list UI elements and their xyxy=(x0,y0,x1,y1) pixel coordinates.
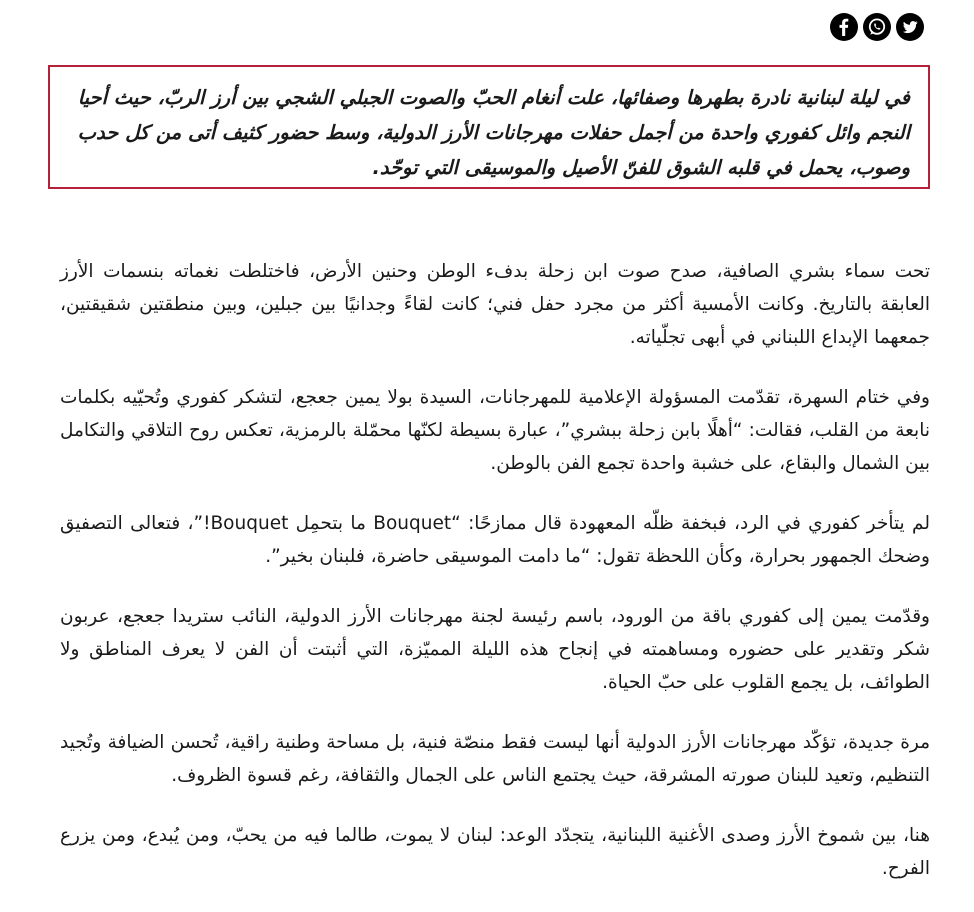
article-paragraph: مرة جديدة، تؤكّد مهرجانات الأرز الدولية أنها ليست فقط منصّة فنية، بل مساحة وطنية راقية، تُحسن الضيافة وتُجيد التنظيم، وتعيد للبنان صورته المشرقة، حيث يجتمع الناس على الجمال والثقافة، رغم قسوة الظروف. xyxy=(60,732,930,786)
article-paragraph: وقدّمت يمين إلى كفوري باقة من الورود، باسم رئيسة لجنة مهرجانات الأرز الدولية، النائب ستريدا جعجع، عربون شكر وتقدير على حضوره ومساهمته في إنجاح هذه الليلة المميّزة، التي أثبتت أن الفن لا يعرف المناطق ولا الطوائف، بل يجمع القلوب على حبّ الحياة. xyxy=(60,606,930,693)
whatsapp-share-button[interactable] xyxy=(863,13,891,41)
facebook-share-button[interactable] xyxy=(830,13,858,41)
article-paragraph: تحت سماء بشري الصافية، صدح صوت ابن زحلة بدفء الوطن وحنين الأرض، فاختلطت نغماته بنسمات الأرز العابقة بالتاريخ. وكانت الأمسية أكثر من مجرد حفل فني؛ كانت لقاءً وجدانيًا بين جبلين، وبين منطقتين شقيقتين، جمعهما الإبداع اللبناني في أبهى تجلّياته. xyxy=(60,261,930,348)
article-paragraph: لم يتأخر كفوري في الرد، فبخفة ظلّه المعهودة قال ممازحًا: “Bouquet ما بتحمِل Bouquet!”، فتعالى التصفيق وضحك الجمهور بحرارة، وكأن اللحظة تقول: “ما دامت الموسيقى حاضرة، فلبنان بخير”. xyxy=(60,513,930,567)
article-body xyxy=(60,255,930,912)
whatsapp-icon xyxy=(863,13,891,41)
twitter-icon xyxy=(896,13,924,41)
share-bar xyxy=(830,13,924,41)
article-paragraph: وفي ختام السهرة، تقدّمت المسؤولة الإعلامية للمهرجانات، السيدة بولا يمين جعجع، لتشكر كفوري وتُحيّيه بكلمات نابعة من القلب، فقالت: “أهلًا بابن زحلة ببشري”، عبارة بسيطة لكنّها محمّلة بالرمزية، تعكس روح التلاقي والتكامل بين الشمال والبقاع، على خشبة واحدة تجمع الفن بالوطن. xyxy=(60,387,930,474)
lead-summary-text: في ليلة لبنانية نادرة بطهرها وصفائها، علت أنغام الحبّ والصوت الجبلي الشجي بين أرز الربّ، حيث أحيا النجم وائل كفوري واحدة من أجمل حفلات مهرجانات الأرز الدولية، وسط حضور كثيف أتى من كل حدب وصوب، يحمل في قلبه الشوق للفنّ الأصيل والموسيقى التي توحّد. xyxy=(77,86,910,179)
facebook-icon xyxy=(830,13,858,41)
lead-summary-box xyxy=(48,65,930,189)
article-paragraph: هنا، بين شموخ الأرز وصدى الأغنية اللبنانية، يتجدّد الوعد: لبنان لا يموت، طالما فيه من يحبّ، ومن يُبدع، ومن يزرع الفرح. xyxy=(60,825,930,879)
twitter-share-button[interactable] xyxy=(896,13,924,41)
